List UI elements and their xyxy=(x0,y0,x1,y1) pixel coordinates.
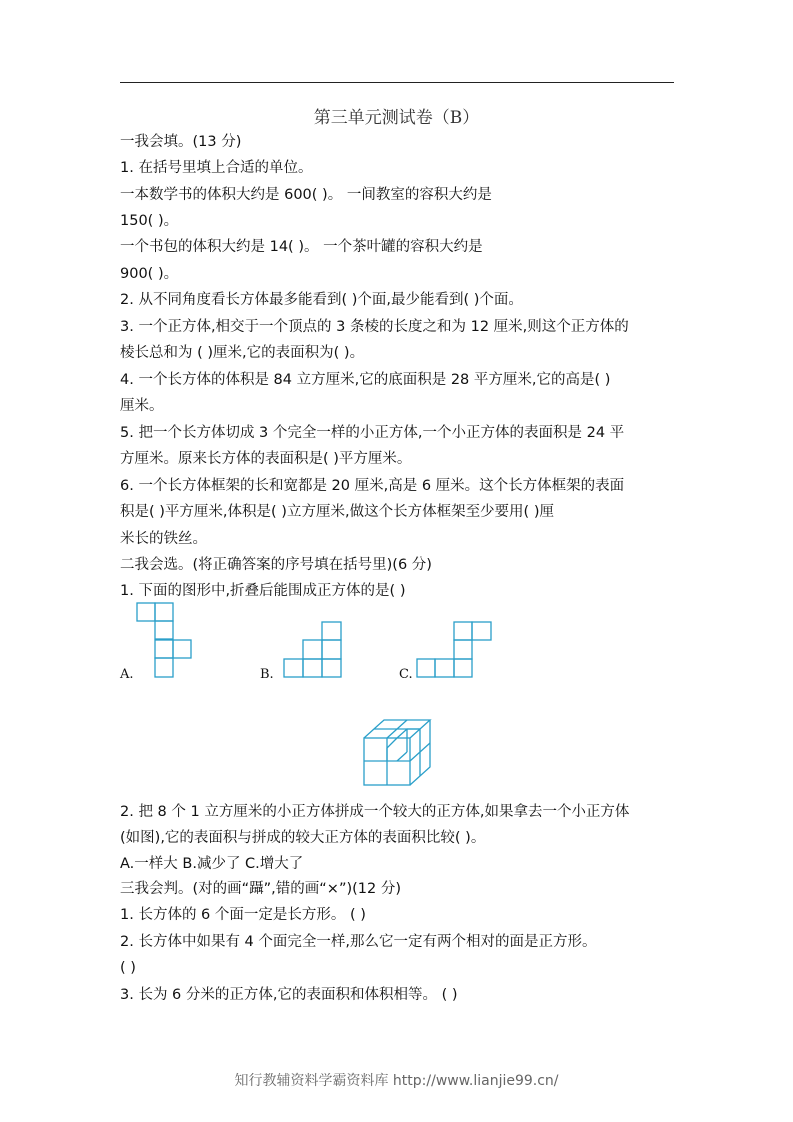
s1-line: 一个书包的体积大约是 14( )。 一个茶叶罐的容积大约是 xyxy=(120,239,483,255)
section1-heading: 一我会填。(13 分) xyxy=(120,134,242,150)
option-b-label: B. xyxy=(260,667,274,682)
s1-line: 6. 一个长方体框架的长和宽都是 20 厘米,高是 6 厘米。这个长方体框架的表面 xyxy=(120,478,625,494)
option-c-label: C. xyxy=(399,667,413,682)
s1-line: 3. 一个正方体,相交于一个顶点的 3 条棱的长度之和为 12 厘米,则这个正方体的 xyxy=(120,319,629,335)
footer-watermark: 知行教辅资料学霸资料库 http://www.lianjie99.cn/ xyxy=(234,1073,559,1089)
s1-line: 米长的铁丝。 xyxy=(120,531,207,547)
s1-line: 2. 从不同角度看长方体最多能看到( )个面,最少能看到( )个面。 xyxy=(120,292,523,308)
s1-line: 积是( )平方厘米,体积是( )立方厘米,做这个长方体框架至少要用( )厘 xyxy=(120,504,554,520)
s1-line: 方厘米。原来长方体的表面积是( )平方厘米。 xyxy=(120,451,412,467)
s1-line: 150( )。 xyxy=(120,213,179,229)
s1-line: 1. 在括号里填上合适的单位。 xyxy=(120,160,313,176)
s2-q2-line: 2. 把 8 个 1 立方厘米的小正方体拼成一个较大的正方体,如果拿去一个小正方体 xyxy=(120,804,630,820)
option-a-label: A. xyxy=(120,667,134,682)
s2-q2-line: (如图),它的表面积与拼成的较大正方体的表面积比较( )。 xyxy=(120,830,486,846)
page-title: 第三单元测试卷（B） xyxy=(313,108,480,128)
s1-line: 900( )。 xyxy=(120,266,179,282)
s1-line: 一本数学书的体积大约是 600( )。 一间教室的容积大约是 xyxy=(120,187,492,203)
top-rule xyxy=(120,82,674,83)
cube-figure xyxy=(0,0,1,1)
s1-line: 棱长总和为 ( )厘米,它的表面积为( )。 xyxy=(120,345,365,361)
s3-line: ( ) xyxy=(120,960,136,976)
s2-q1: 1. 下面的图形中,折叠后能围成正方体的是( ) xyxy=(120,583,406,599)
s3-line: 2. 长方体中如果有 4 个面完全一样,那么它一定有两个相对的面是正方形。 xyxy=(120,934,597,950)
s1-line: 5. 把一个长方体切成 3 个完全一样的小正方体,一个小正方体的表面积是 24 平 xyxy=(120,425,625,441)
s1-line: 4. 一个长方体的体积是 84 立方厘米,它的底面积是 28 平方厘米,它的高是( ) xyxy=(120,372,611,388)
s3-line: 1. 长方体的 6 个面一定是长方形。 ( ) xyxy=(120,907,366,923)
s1-line: 厘米。 xyxy=(120,398,164,414)
s3-line: 3. 长为 6 分米的正方体,它的表面积和体积相等。 ( ) xyxy=(120,987,458,1003)
s2-q2-choices: A.一样大 B.减少了 C.增大了 xyxy=(120,856,304,872)
section2-heading: 二我会选。(将正确答案的序号填在括号里)(6 分) xyxy=(120,557,432,573)
section3-heading: 三我会判。(对的画“躡”,错的画“×”)(12 分) xyxy=(120,881,401,897)
